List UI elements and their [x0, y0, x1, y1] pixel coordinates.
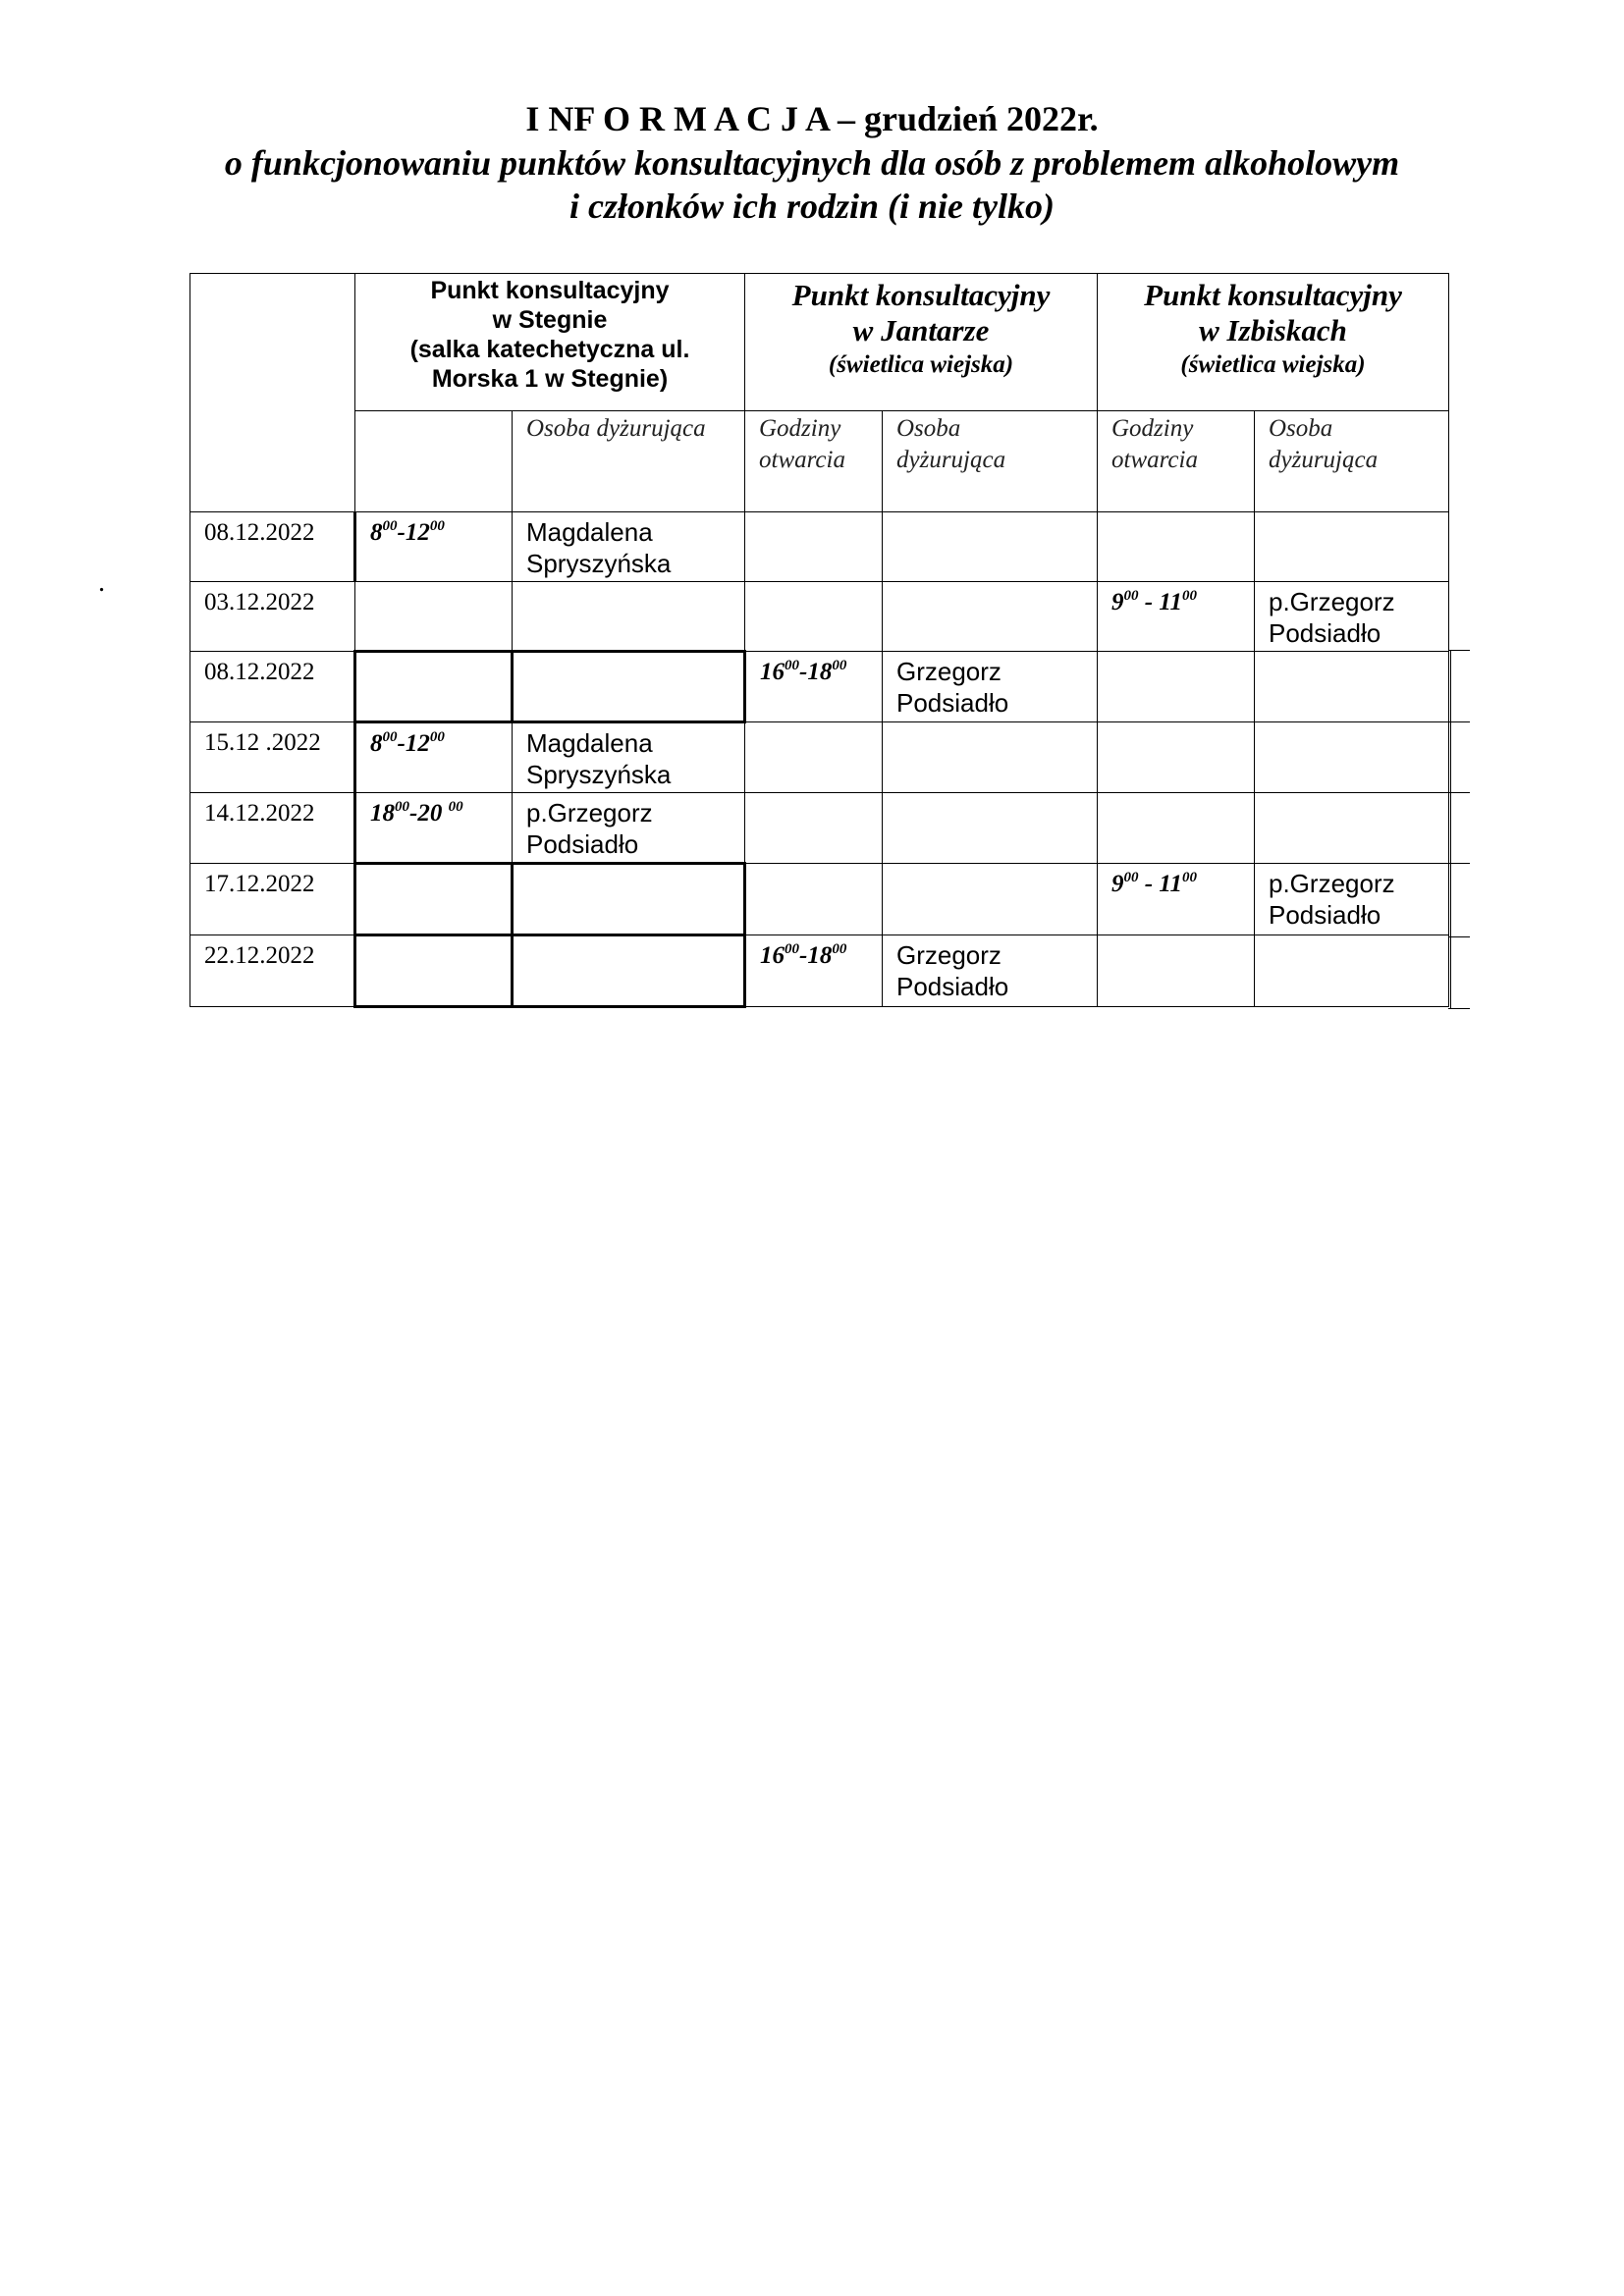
empty-cell	[1098, 512, 1255, 582]
person-cell: p.Grzegorz Podsiadło	[1255, 864, 1449, 935]
subheader-stegna-hours	[355, 411, 513, 512]
table-edge-mark	[1448, 936, 1470, 937]
hours-cell: $9^{00} - 11^{00}$	[1098, 582, 1255, 652]
empty-cell	[1255, 652, 1449, 722]
header-izbiska	[1098, 274, 1449, 411]
table-edge-mark	[1448, 1008, 1470, 1009]
header-stegna-line-3: (salka katechetyczna ul.	[409, 336, 690, 363]
hours-cell: $9^{00} - 11^{00}$	[1098, 864, 1255, 935]
subheader-izbiska-person	[1255, 411, 1449, 512]
empty-cell	[883, 722, 1098, 793]
person-cell: Grzegorz Podsiadło	[883, 935, 1098, 1007]
subheader-jantar-hours	[745, 411, 883, 512]
empty-cell	[513, 582, 745, 652]
empty-cell	[745, 722, 883, 793]
hours-cell: $18^{00}-20$ $^{00}$	[355, 793, 513, 864]
empty-cell	[355, 582, 513, 652]
table-edge-mark	[1448, 650, 1470, 651]
subheader-jantar-person	[883, 411, 1098, 512]
table-row	[190, 652, 1449, 722]
table-edge-mark	[1448, 792, 1470, 793]
empty-cell	[745, 793, 883, 864]
date-cell: 08.12.2022	[190, 512, 355, 582]
empty-cell	[1255, 722, 1449, 793]
person-cell: Grzegorz Podsiadło	[883, 652, 1098, 722]
header-stegna-line-2: w Stegnie	[492, 306, 608, 334]
header-izbiska-line-3: (świetlica wiejska)	[1180, 351, 1366, 378]
empty-cell	[513, 864, 745, 935]
table-edge-mark	[1448, 721, 1470, 722]
table-row	[190, 582, 1449, 652]
empty-cell	[1255, 793, 1449, 864]
empty-cell	[883, 793, 1098, 864]
document-title	[0, 96, 1624, 228]
empty-cell	[1098, 652, 1255, 722]
date-cell: 14.12.2022	[190, 793, 355, 864]
table-row	[190, 512, 1449, 582]
header-jantar-line-1: Punkt konsultacyjny	[791, 278, 1051, 312]
subheader-jantar-hours-line-1: Godziny	[759, 415, 841, 442]
header-stegna-line-1: Punkt konsultacyjny	[430, 277, 670, 304]
empty-cell	[1098, 793, 1255, 864]
table-row	[190, 935, 1449, 1007]
date-cell: 17.12.2022	[190, 864, 355, 935]
title-line-3: i członków ich rodzin (i nie tylko)	[568, 187, 1056, 226]
consultation-schedule-table	[189, 273, 1449, 1008]
empty-cell	[513, 935, 745, 1007]
empty-cell	[745, 512, 883, 582]
header-stegna	[355, 274, 745, 411]
hours-cell: $8^{00}-12^{00}$	[355, 512, 513, 582]
empty-cell	[745, 864, 883, 935]
title-line-1: I NF O R M A C J A – grudzień 2022r.	[525, 99, 1099, 138]
header-stegna-line-4: Morska 1 w Stegnie)	[431, 365, 669, 393]
date-cell: 15.12 .2022	[190, 722, 355, 793]
subheader-stegna-person: Osoba dyżurująca	[513, 411, 745, 512]
header-jantar	[745, 274, 1098, 411]
empty-cell	[1098, 935, 1255, 1007]
subheader-jantar-hours-line-2: otwarcia	[759, 447, 845, 473]
empty-cell	[355, 864, 513, 935]
table-edge-mark	[1448, 863, 1470, 864]
subheader-izbiska-person-line-2: dyżurująca	[1269, 447, 1379, 473]
person-cell: p.Grzegorz Podsiadło	[1255, 582, 1449, 652]
empty-cell	[883, 512, 1098, 582]
date-cell: 22.12.2022	[190, 935, 355, 1007]
subheader-jantar-person-line-2: dyżurująca	[896, 447, 1006, 473]
hours-cell: $16^{00}-18^{00}$	[745, 935, 883, 1007]
empty-cell	[1098, 722, 1255, 793]
margin-dot: .	[98, 567, 105, 598]
subheader-izbiska-hours-line-2: otwarcia	[1111, 447, 1198, 473]
person-cell: p.Grzegorz Podsiadło	[513, 793, 745, 864]
empty-cell	[1255, 512, 1449, 582]
hours-cell: $16^{00}-18^{00}$	[745, 652, 883, 722]
subheader-izbiska-hours	[1098, 411, 1255, 512]
empty-cell	[355, 935, 513, 1007]
empty-cell	[1255, 935, 1449, 1007]
person-cell: Magdalena Spryszyńska	[513, 512, 745, 582]
empty-cell	[883, 582, 1098, 652]
empty-cell	[745, 582, 883, 652]
date-cell: 03.12.2022	[190, 582, 355, 652]
subheader-izbiska-hours-line-1: Godziny	[1111, 415, 1194, 442]
empty-cell	[883, 864, 1098, 935]
table-row	[190, 793, 1449, 864]
person-cell: Magdalena Spryszyńska	[513, 722, 745, 793]
table-edge-mark	[1450, 650, 1451, 1009]
header-jantar-line-3: (świetlica wiejska)	[828, 351, 1014, 378]
table-row	[190, 864, 1449, 935]
empty-cell	[355, 652, 513, 722]
title-line-2: o funkcjonowaniu punktów konsultacyjnych dla osób z problemem alkoholowym	[224, 143, 1400, 183]
header-empty-cell	[190, 274, 355, 512]
subheader-jantar-person-line-1: Osoba	[896, 415, 961, 442]
hours-cell: $8^{00}-12^{00}$	[355, 722, 513, 793]
header-izbiska-line-1: Punkt konsultacyjny	[1144, 278, 1402, 312]
header-izbiska-line-2: w Izbiskach	[1199, 313, 1347, 347]
header-jantar-line-2: w Jantarze	[852, 313, 990, 347]
date-cell: 08.12.2022	[190, 652, 355, 722]
subheader-izbiska-person-line-1: Osoba	[1269, 415, 1333, 442]
table-row	[190, 722, 1449, 793]
empty-cell	[513, 652, 745, 722]
